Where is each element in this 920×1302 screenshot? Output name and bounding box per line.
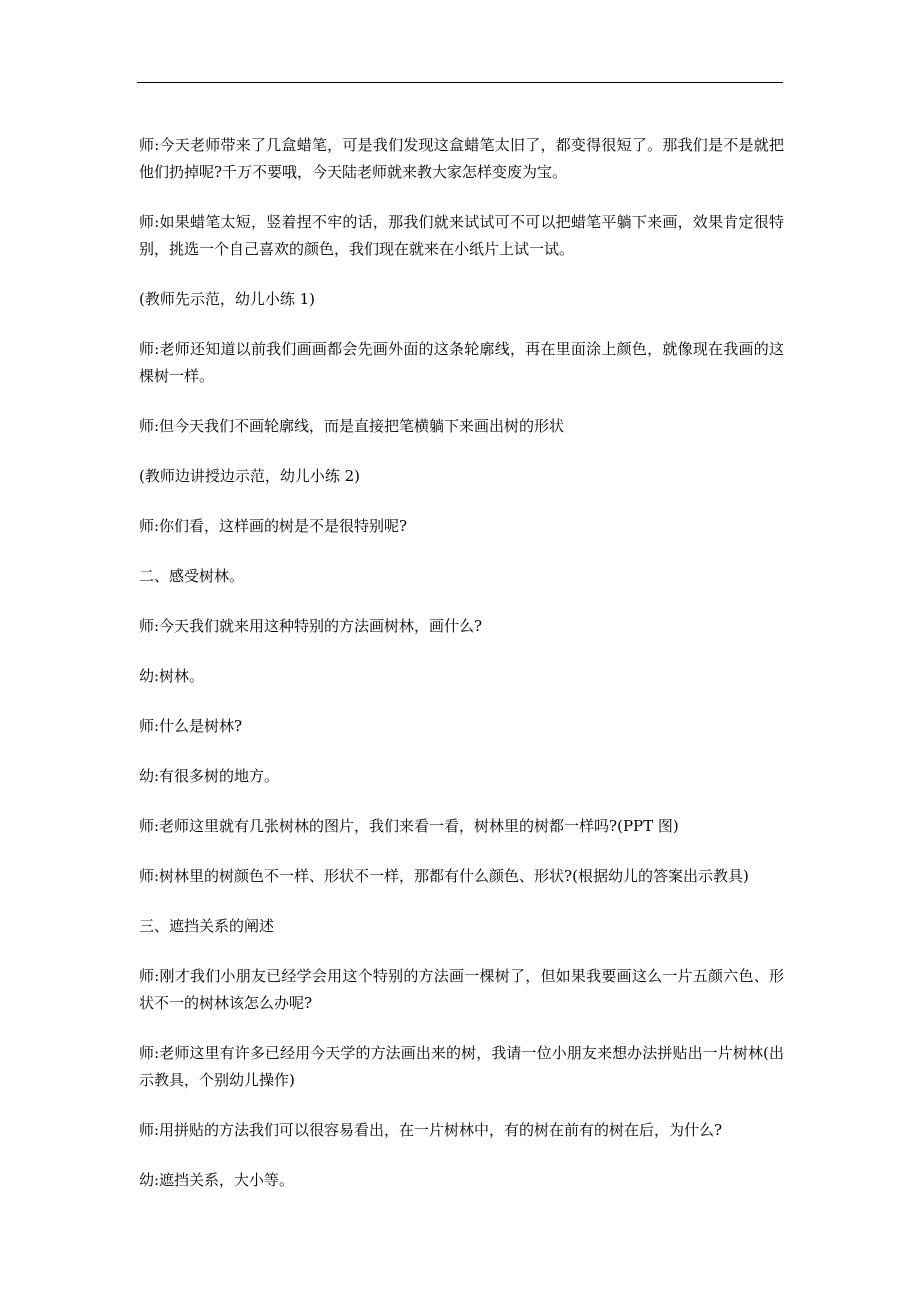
paragraph: 师:今天老师带来了几盒蜡笔，可是我们发现这盒蜡笔太旧了，都变得很短了。那我们是不是就把他们扔掉呢?千万不要哦，今天陆老师就来教大家怎样变废为宝。 xyxy=(139,136,784,181)
paragraph: 幼:遮挡关系，大小等。 xyxy=(139,1171,295,1189)
paragraph: 师:刚才我们小朋友已经学会用这个特别的方法画一棵树了，但如果我要画这么一片五颜六色、形状不一的树林该怎么办呢? xyxy=(139,967,784,1012)
paragraph: 师:你们看，这样画的树是不是很特别呢? xyxy=(139,517,408,535)
paragraph: 师:老师这里就有几张树林的图片，我们来看一看，树林里的树都一样吗?(PPT 图) xyxy=(139,817,679,835)
paragraph: 师:用拼贴的方法我们可以很容易看出，在一片树林中，有的树在前有的树在后，为什么? xyxy=(139,1121,723,1139)
section-heading: 二、感受树林。 xyxy=(139,567,245,585)
paragraph: 幼:树林。 xyxy=(139,667,205,685)
paragraph: (教师边讲授边示范，幼儿小练 2) xyxy=(139,467,361,485)
paragraph: 师:什么是树林? xyxy=(139,717,243,735)
header-rule xyxy=(137,82,783,83)
paragraph: 师:老师这里有许多已经用今天学的方法画出来的树，我请一位小朋友来想办法拼贴出一片树林(出示教具，个别幼儿操作) xyxy=(139,1044,784,1089)
document-body xyxy=(139,132,784,1217)
paragraph: 幼:有很多树的地方。 xyxy=(139,767,280,785)
paragraph: 师:今天我们就来用这种特别的方法画树林，画什么? xyxy=(139,617,483,635)
paragraph: 师:老师还知道以前我们画画都会先画外面的这条轮廓线，再在里面涂上颜色，就像现在我画的这棵树一样。 xyxy=(139,340,784,385)
paragraph: 师:如果蜡笔太短，竖着捏不牢的话，那我们就来试试可不可以把蜡笔平躺下来画，效果肯定很特别，挑选一个自己喜欢的颜色，我们现在就来在小纸片上试一试。 xyxy=(139,213,784,258)
paragraph: (教师先示范，幼儿小练 1) xyxy=(139,290,316,308)
paragraph: 师:但今天我们不画轮廓线，而是直接把笔横躺下来画出树的形状 xyxy=(139,417,565,435)
section-heading: 三、遮挡关系的阐述 xyxy=(139,917,275,935)
paragraph: 师:树林里的树颜色不一样、形状不一样，那都有什么颜色、形状?(根据幼儿的答案出示教具) xyxy=(139,867,749,885)
